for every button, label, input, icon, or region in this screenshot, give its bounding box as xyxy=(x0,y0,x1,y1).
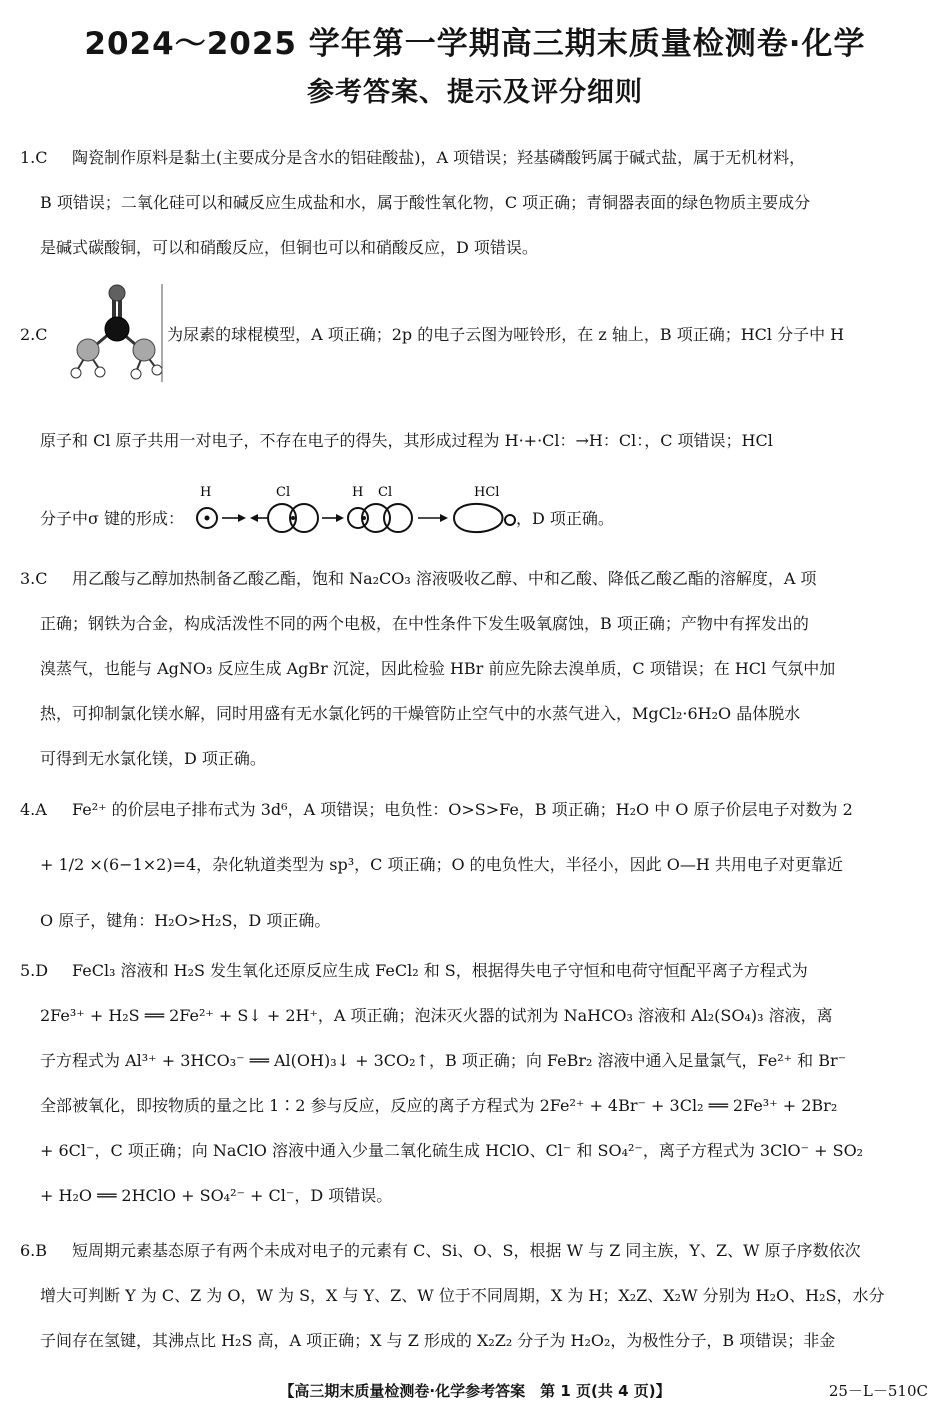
question-text-line: ，D 项正确。 xyxy=(516,509,614,528)
question-2-line-2 xyxy=(20,418,932,463)
question-number: 1.C xyxy=(20,148,48,167)
question-text-line: + 6Cl⁻，C 项正确；向 NaClO 溶液中通入少量二氧化硫生成 HClO、Cl⁻ 和 SO₄²⁻，离子方程式为 3ClO⁻ + SO₂ xyxy=(40,1141,864,1160)
question-text-line: 分子中σ 键的形成： xyxy=(40,509,185,528)
question-text-line: B 项错误；二氧化硅可以和碱反应生成盐和水，属于酸性氧化物，C 项正确；青铜器表面的绿色物质主要成分 xyxy=(40,193,811,212)
page-title: 2024～2025 学年第一学期高三期末质量检测卷·化学 xyxy=(84,26,866,62)
question-text-line: 正确；钢铁为合金，构成活泼性不同的两个电极，在中性条件下发生吸氧腐蚀，B 项正确；产物中有挥发出的 xyxy=(40,614,809,633)
sigma-bond-formation-diagram xyxy=(192,484,528,536)
question-text-line: Fe²⁺ 的价层电子排布式为 3d⁶，A 项错误；电负性：O>S>Fe，B 项正确；H₂O 中 O 原子价层电子对数为 2 xyxy=(72,800,853,819)
question-text-line: 增大可判断 Y 为 C、Z 为 O，W 为 S，X 与 Y、Z、W 位于不同周期，X 为 H；X₂Z、X₂W 分别为 H₂O、H₂S，水分 xyxy=(40,1286,885,1305)
question-4 xyxy=(20,787,932,943)
question-text-line: FeCl₃ 溶液和 H₂S 发生氧化还原反应生成 FeCl₂ 和 S，根据得失电子守恒和电荷守恒配平离子方程式为 xyxy=(72,961,808,980)
question-text-line: 是碱式碳酸铜，可以和硝酸反应，但铜也可以和硝酸反应，D 项错误。 xyxy=(40,238,538,257)
question-2 xyxy=(20,312,932,357)
question-text-line: 全部被氧化，即按物质的量之比 1∶2 参与反应，反应的离子方程式为 2Fe²⁺ + 4Br⁻ + 3Cl₂ ══ 2Fe³⁺ + 2Br₂ xyxy=(40,1096,838,1115)
question-text-line: 热，可抑制氯化镁水解，同时用盛有无水氯化钙的干燥管防止空气中的水蒸气进入，MgCl₂·6H₂O 晶体脱水 xyxy=(40,704,801,723)
orbital-label: Cl xyxy=(378,485,393,500)
question-number: 5.D xyxy=(20,961,49,980)
page-subtitle: 参考答案、提示及评分细则 xyxy=(307,77,643,108)
orbital-label: H xyxy=(352,485,364,500)
question-text-line: O 原子，键角：H₂O>H₂S，D 项正确。 xyxy=(40,911,331,930)
question-text-line: 溴蒸气，也能与 AgNO₃ 反应生成 AgBr 沉淀，因此检验 HBr 前应先除去溴单质，C 项错误；在 HCl 气氛中加 xyxy=(40,659,836,678)
question-text-line: + H₂O ══ 2HClO + SO₄²⁻ + Cl⁻，D 项错误。 xyxy=(40,1186,393,1205)
orbital-label: HCl xyxy=(474,485,500,500)
question-number: 4.A xyxy=(20,800,47,819)
question-number: 2.C xyxy=(20,325,48,344)
footer-code: 25－L－510C xyxy=(828,1382,928,1400)
urea-ball-stick-model-icon xyxy=(68,284,163,382)
question-text-line: 可得到无水氯化镁，D 项正确。 xyxy=(40,749,266,768)
question-text-line: 子间存在氢键，其沸点比 H₂S 高，A 项正确；X 与 Z 形成的 X₂Z₂ 分子为 H₂O₂，为极性分子，B 项错误；非金 xyxy=(40,1331,836,1350)
question-number: 3.C xyxy=(20,569,48,588)
question-text-line: 原子和 Cl 原子共用一对电子，不存在电子的得失，其形成过程为 H·+·Cl：→H：Cl：，C 项错误；HCl xyxy=(40,431,773,450)
question-text-line: 2Fe³⁺ + H₂S ══ 2Fe²⁺ + S↓ + 2H⁺，A 项正确；泡沫灭火器的试剂为 NaHCO₃ 溶液和 Al₂(SO₄)₃ 溶液，离 xyxy=(40,1006,833,1025)
question-5 xyxy=(20,948,932,1218)
question-number: 6.B xyxy=(20,1241,48,1260)
question-1 xyxy=(20,135,932,270)
page-footer xyxy=(0,1380,950,1410)
question-2-line-3 xyxy=(20,485,932,541)
question-6 xyxy=(20,1228,932,1363)
orbital-label: H xyxy=(200,485,212,500)
question-text-line: + 1/2 ×(6−1×2)=4，杂化轨道类型为 sp³，C 项正确；O 的电负性大，半径小，因此 O—H 共用电子对更靠近 xyxy=(40,855,843,874)
question-text-line: 用乙酸与乙醇加热制备乙酸乙酯，饱和 Na₂CO₃ 溶液吸收乙醇、中和乙酸、降低乙酸乙酯的溶解度，A 项 xyxy=(72,569,817,588)
question-text-line: 子方程式为 Al³⁺ + 3HCO₃⁻ ══ Al(OH)₃↓ + 3CO₂↑，B 项正确；向 FeBr₂ 溶液中通入足量氯气，Fe²⁺ 和 Br⁻ xyxy=(40,1051,847,1070)
question-text-line: 短周期元素基态原子有两个未成对电子的元素有 C、Si、O、S，根据 W 与 Z 同主族，Y、Z、W 原子序数依次 xyxy=(72,1241,861,1260)
question-text-line: 陶瓷制作原料是黏土(主要成分是含水的铝硅酸盐)，A 项错误；羟基磷酸钙属于碱式盐，属于无机材料， xyxy=(72,148,806,167)
question-3 xyxy=(20,556,932,781)
orbital-label: Cl xyxy=(276,485,291,500)
question-text-line: 为尿素的球棍模型，A 项正确；2p 的电子云图为哑铃形，在 z 轴上，B 项正确；HCl 分子中 H xyxy=(167,325,845,344)
footer-title: 【高三期末质量检测卷·化学参考答案 第 1 页(共 4 页)】 xyxy=(279,1382,671,1400)
